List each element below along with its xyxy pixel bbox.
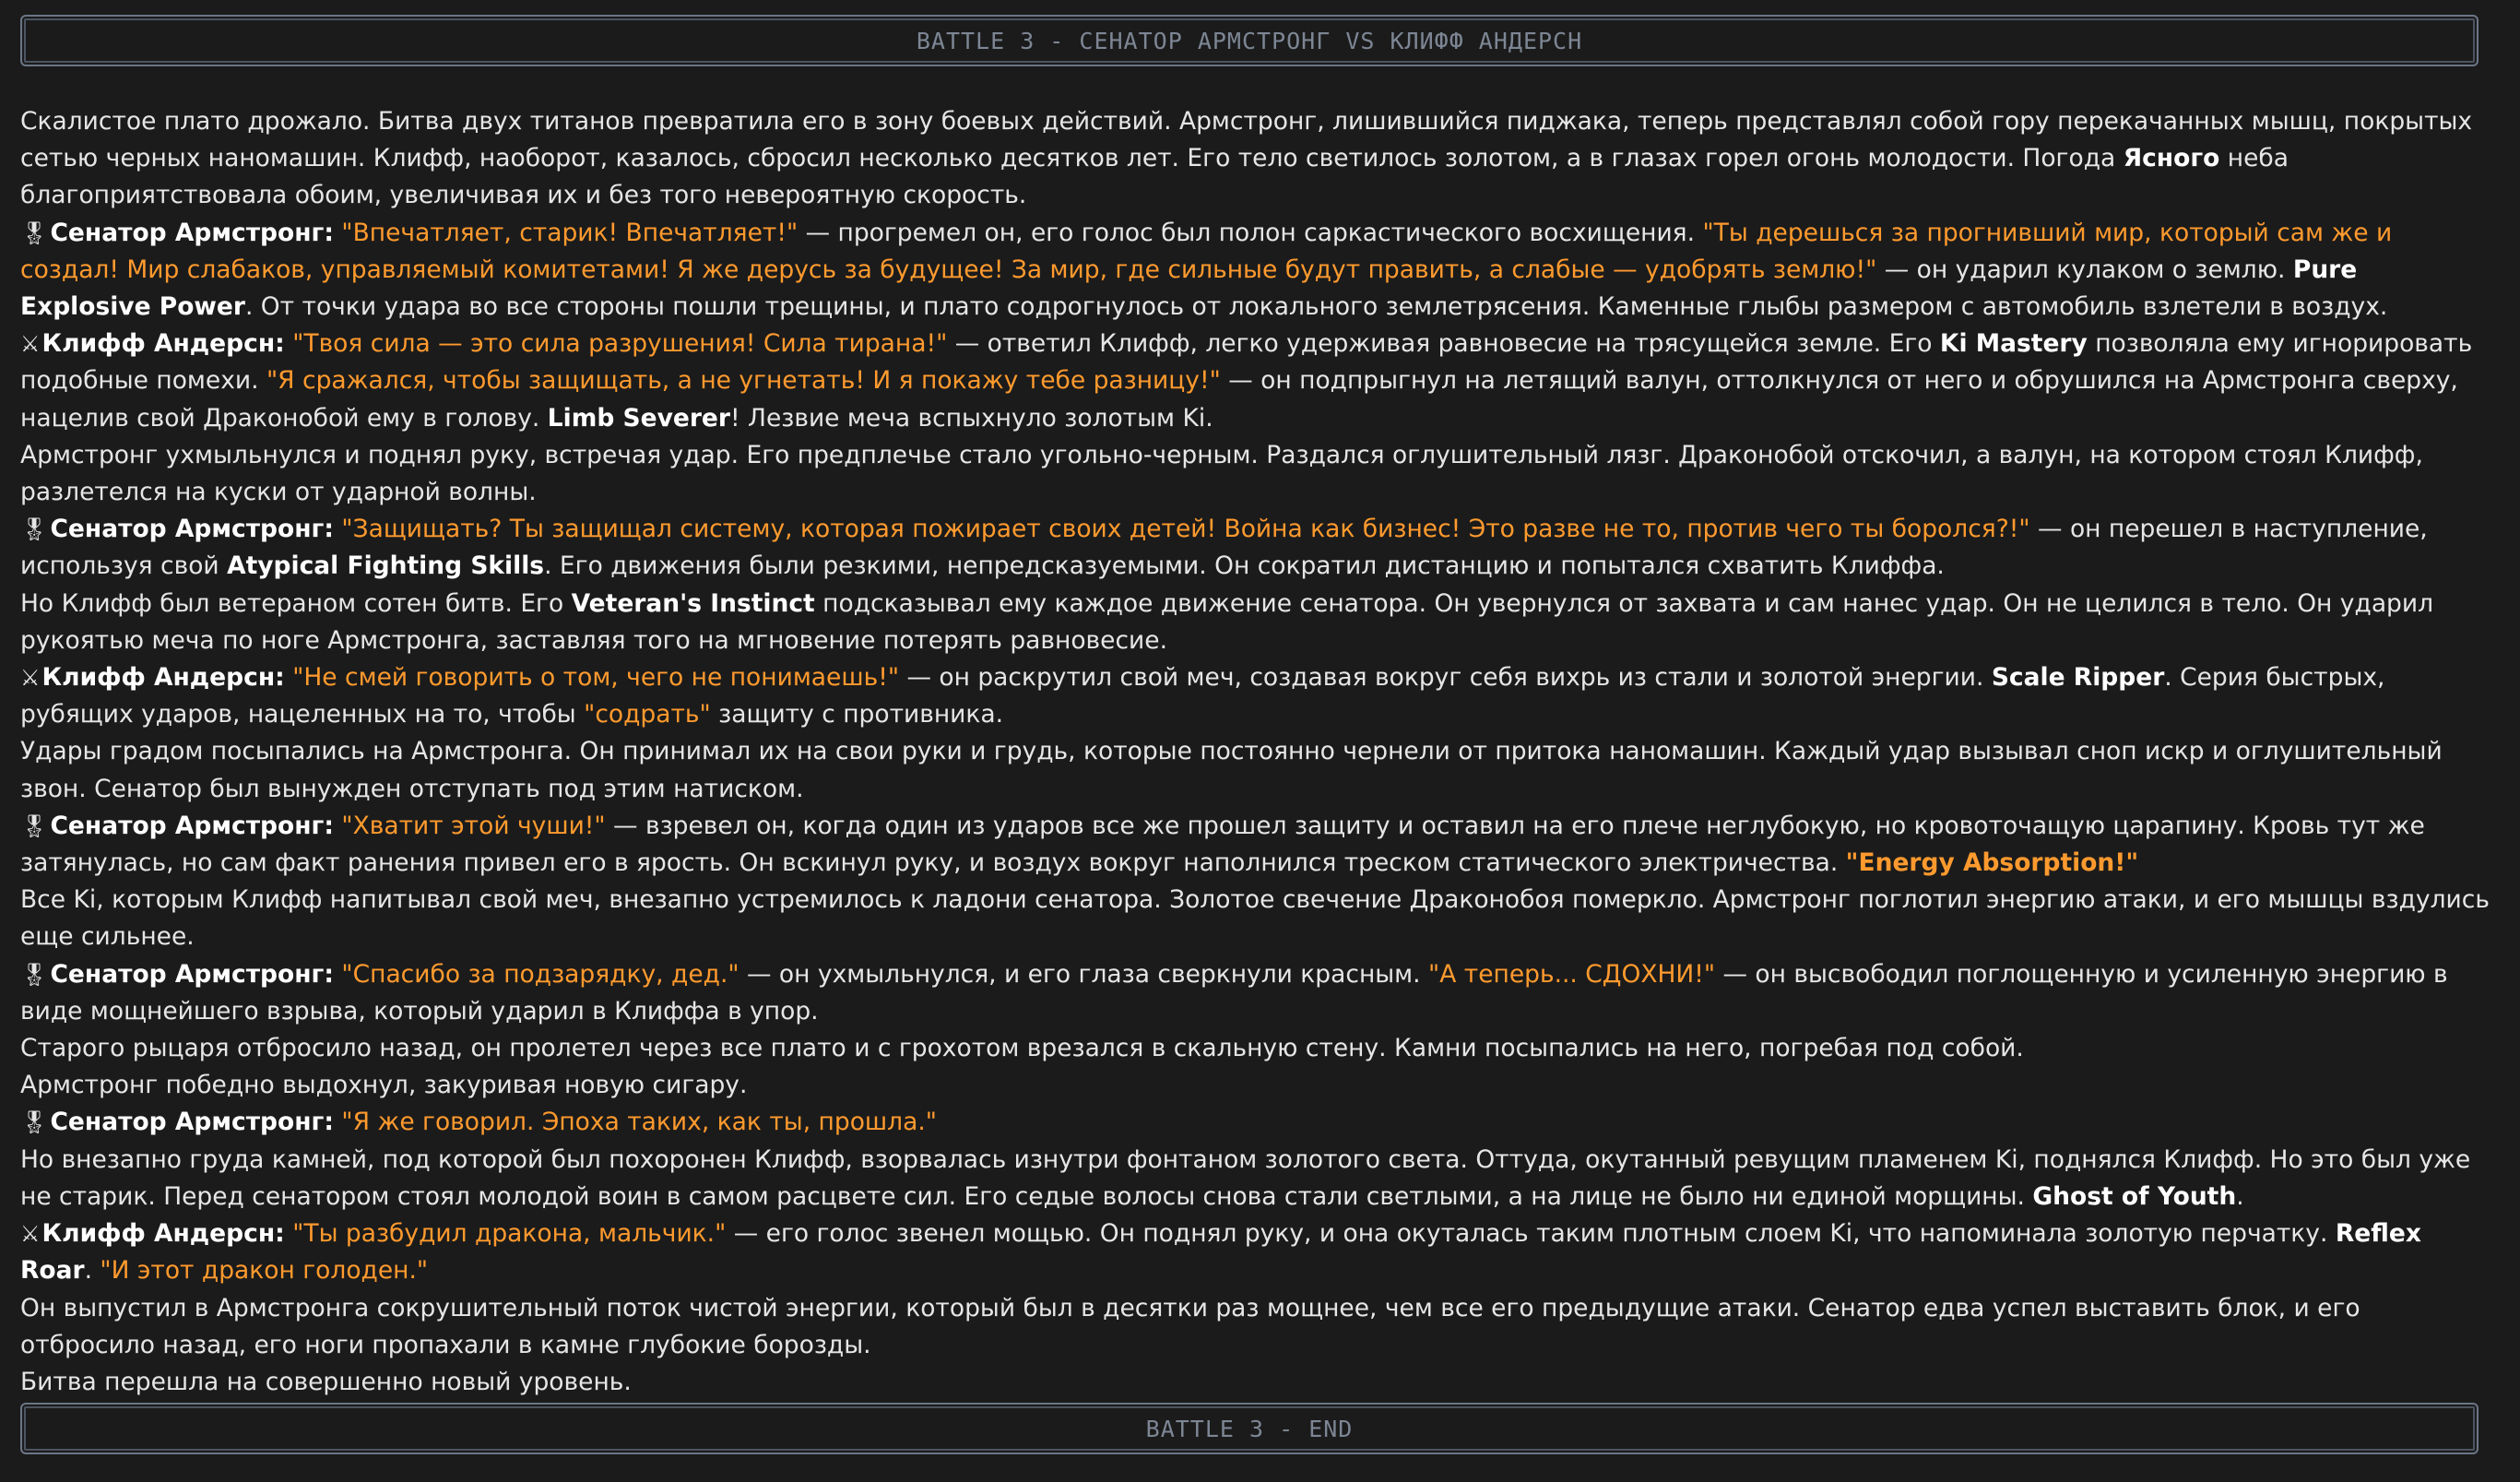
battle-header-title: BATTLE 3 - СЕНАТОР АРМСТРОНГ VS КЛИФФ АНДЕРСН [916,27,1583,54]
narration-text: — ответил Клифф, легко удерживая равновесие на трясущейся земле. Его [947,329,1940,359]
story-paragraph [20,586,2490,659]
story-paragraph: Армстронг ухмыльнулся и поднял руку, встречая удар. Его предплечье стало угольно-черным. Раздался оглушительный лязг. Драконобой отскочил, а валун, на котором стоял Клифф, разлетелся на куски от ударной волны. [20,440,2423,507]
bold-term: Reflex Roar [20,1219,2421,1286]
dialogue-quote: "Ты дерешься за прогнивший мир, который сам же и создал! Мир слабаков, управляемый комитетами! Я же дерусь за будущее! За мир, где сильные будут править, а слабые — удобрять землю!" [20,218,2393,284]
bold-term: Ki Mastery [1939,329,2088,359]
narration-text: неба благоприятствовала обоим, увеличивая их и без того невероятную скорость. [20,144,2289,210]
speaker-name: Сенатор Армстронг: [50,959,334,989]
battle-footer-title: BATTLE 3 - END [1145,1415,1354,1442]
story-paragraph: Удары градом посыпались на Армстронга. Он принимал их на свои руки и грудь, которые постоянно чернели от притока наномашин. Каждый удар вызывал сноп искр и оглушительный звон. Сенатор был вынужден отступать под этим натиском. [20,737,2443,803]
narration-text: . Серия быстрых, рубящих ударов, нацеленных на то, чтобы [20,663,2385,729]
narration-text: Но Клифф был ветераном сотен битв. Его [20,588,572,618]
bold-term: Pure Explosive Power [20,255,2358,322]
speaker-name: Клифф Андерсн: [41,663,285,693]
narration-text: позволяла ему игнорировать подобные помехи. [20,329,2473,396]
battle-story [20,103,2490,1401]
dialogue-quote: "Хватит этой чуши!" [341,811,606,840]
speaker-name: Клифф Андерсн: [41,1219,285,1249]
dialogue-quote: "Я же говорил. Эпоха таких, как ты, прошла." [341,1108,937,1137]
narration-text: — прогремел он, его голос был полон саркастического восхищения. [798,218,1703,247]
crossed-swords-icon: ⚔ [20,1221,41,1248]
dialogue-line [20,1215,2490,1289]
dialogue-quote: "Я сражался, чтобы защищать, а не угнетать! И я покажу тебе разницу!" [266,366,1221,396]
dialogue-quote: "содрать" [584,700,711,729]
speaker-name: Клифф Андерсн: [41,329,285,359]
narration-text: — взревел он, когда один из ударов все же прошел защиту и оставил на его плече неглубокую, но кровоточащую царапину. Кровь тут же затянулась, но сам факт ранения привел его в ярость. Он вскинул руку, и воздух вокруг наполнился треском статического электричества. [20,811,2425,878]
bold-term: Limb Severer [547,403,730,433]
story-paragraph: Он выпустил в Армстронга сокрушительный поток чистой энергии, который был в десятки раз мощнее, чем все его предыдущие атаки. Сенатор едва успел выставить блок, и его отбросило назад, его ноги пропахали в камне глубокие борозды. [20,1293,2360,1359]
dialogue-line [20,511,2490,585]
bold-term: Scale Ripper [1991,663,2165,693]
story-paragraph [20,1142,2490,1215]
narration-text: . [84,1256,101,1286]
narration-text: — он раскрутил свой меч, создавая вокруг себя вихрь из стали и золотой энергии. [899,663,1992,693]
narration-text: — он высвободил поглощенную и усиленную энергию в виде мощнейшего взрыва, который ударил в Клиффа в упор. [20,959,2448,1026]
narration-text: Но внезапно груда камней, под которой был похоронен Клифф, взорвалась изнутри фонтаном золотого света. Оттуда, окутанный ревущим пламенем Ki, поднялся Клифф. Но это был уже не старик. Перед сенатором стоял молодой воин в самом расцвете сил. Его седые волосы снова стали светлыми, а на лице не было ни единой морщины. [20,1144,2471,1211]
story-paragraph [20,103,2490,215]
speaker-name: Сенатор Армстронг: [50,515,334,544]
dialogue-line [20,215,2490,326]
speaker-name: Сенатор Армстронг: [50,811,334,840]
narration-text: . От точки удара во все стороны пошли трещины, и плато содрогнулось от локального землетрясения. Каменные глыбы размером с автомобиль взлетели в воздух. [244,292,2388,322]
battle-footer-banner [20,1403,2479,1454]
dialogue-quote: "И этот дракон голоден." [100,1256,429,1286]
narration-text: ! Лезвие меча вспыхнуло золотым Ki. [729,403,1213,433]
story-paragraph: Армстронг победно выдохнул, закуривая новую сигару. [20,1071,748,1100]
story-paragraph: Все Ki, которым Клифф напитывал свой меч, внезапно устремилось к ладони сенатора. Золотое свечение Драконобоя померкло. Армстронг поглотил энергию атаки, и его мышцы вздулись еще сильнее. [20,885,2490,952]
dialogue-line [20,659,2490,733]
narration-text: Скалистое плато дрожало. Битва двух титанов превратила его в зону боевых действий. Армстронг, лишившийся пиджака, теперь представлял собой гору перекачанных мышц, покрытых сетью черных наномашин. Клифф, наоборот, казалось, сбросил несколько десятков лет. Его тело светилось золотом, а в глазах горел огонь молодости. Погода [20,107,2473,173]
bold-quote: "Energy Absorption!" [1845,848,2139,878]
crossed-swords-icon: ⚔ [20,331,41,358]
bold-term: Ясного [2123,144,2220,173]
story-paragraph: Битва перешла на совершенно новый уровень. [20,1367,632,1396]
narration-text: — он перешел в наступление, используя свой [20,515,2428,581]
battle-header-banner [20,15,2479,66]
narration-text: — он ухмыльнулся, и его глаза сверкнули красным. [739,959,1429,989]
dialogue-quote: "Не смей говорить о том, чего не понимаешь!" [292,663,900,693]
speaker-name: Сенатор Армстронг: [50,218,334,247]
dialogue-quote: "Защищать? Ты защищал систему, которая пожирает своих детей! Война как бизнес! Это разве не то, против чего ты боролся?!" [341,515,2030,544]
bold-term: Atypical Fighting Skills [227,551,545,581]
speaker-name: Сенатор Армстронг: [50,1108,334,1137]
narration-text: — он ударил кулаком о землю. [1876,255,2293,284]
narration-text: защиту с противника. [710,700,1004,729]
bold-term: Ghost of Youth [2032,1181,2237,1211]
narration-text: . Его движения были резкими, непредсказуемыми. Он сократил дистанцию и попытался схватить Клиффа. [544,551,1945,581]
medal-icon: 🎖 [20,1109,49,1136]
dialogue-line [20,1104,2490,1141]
bold-term: Veteran's Instinct [571,588,815,618]
dialogue-quote: "Твоя сила — это сила разрушения! Сила тирана!" [292,329,948,359]
narration-text: — его голос звенел мощью. Он поднял руку, и она окуталась таким плотным слоем Ki, что напоминала золотую перчатку. [726,1219,2336,1249]
narration-text: . [2236,1181,2244,1211]
dialogue-quote: "Спасибо за подзарядку, дед." [341,959,739,989]
dialogue-line [20,808,2490,882]
medal-icon: 🎖 [20,812,49,839]
medal-icon: 🎖 [20,219,49,246]
dialogue-quote: "Ты разбудил дракона, мальчик." [292,1219,727,1249]
dialogue-quote: "А теперь... СДОХНИ!" [1428,959,1716,989]
medal-icon: 🎖 [20,961,49,988]
narration-text: — он подпрыгнул на летящий валун, оттолкнулся от него и обрушился на Армстронга сверху, нацелив свой Драконобой ему в голову. [20,366,2458,433]
dialogue-line [20,326,2490,437]
story-paragraph: Старого рыцаря отбросило назад, он пролетел через все плато и с грохотом врезался в скальную стену. Камни посыпались на него, погребая под собой. [20,1034,2024,1063]
medal-icon: 🎖 [20,516,49,543]
crossed-swords-icon: ⚔ [20,665,41,692]
narration-text: подсказывал ему каждое движение сенатора. Он увернулся от захвата и сам нанес удар. Он не целился в тело. Он ударил рукоятью меча по ноге Армстронга, заставляя того на мгновение потерять равновесие. [20,588,2434,655]
dialogue-quote: "Впечатляет, старик! Впечатляет!" [341,218,799,247]
dialogue-line [20,956,2490,1030]
